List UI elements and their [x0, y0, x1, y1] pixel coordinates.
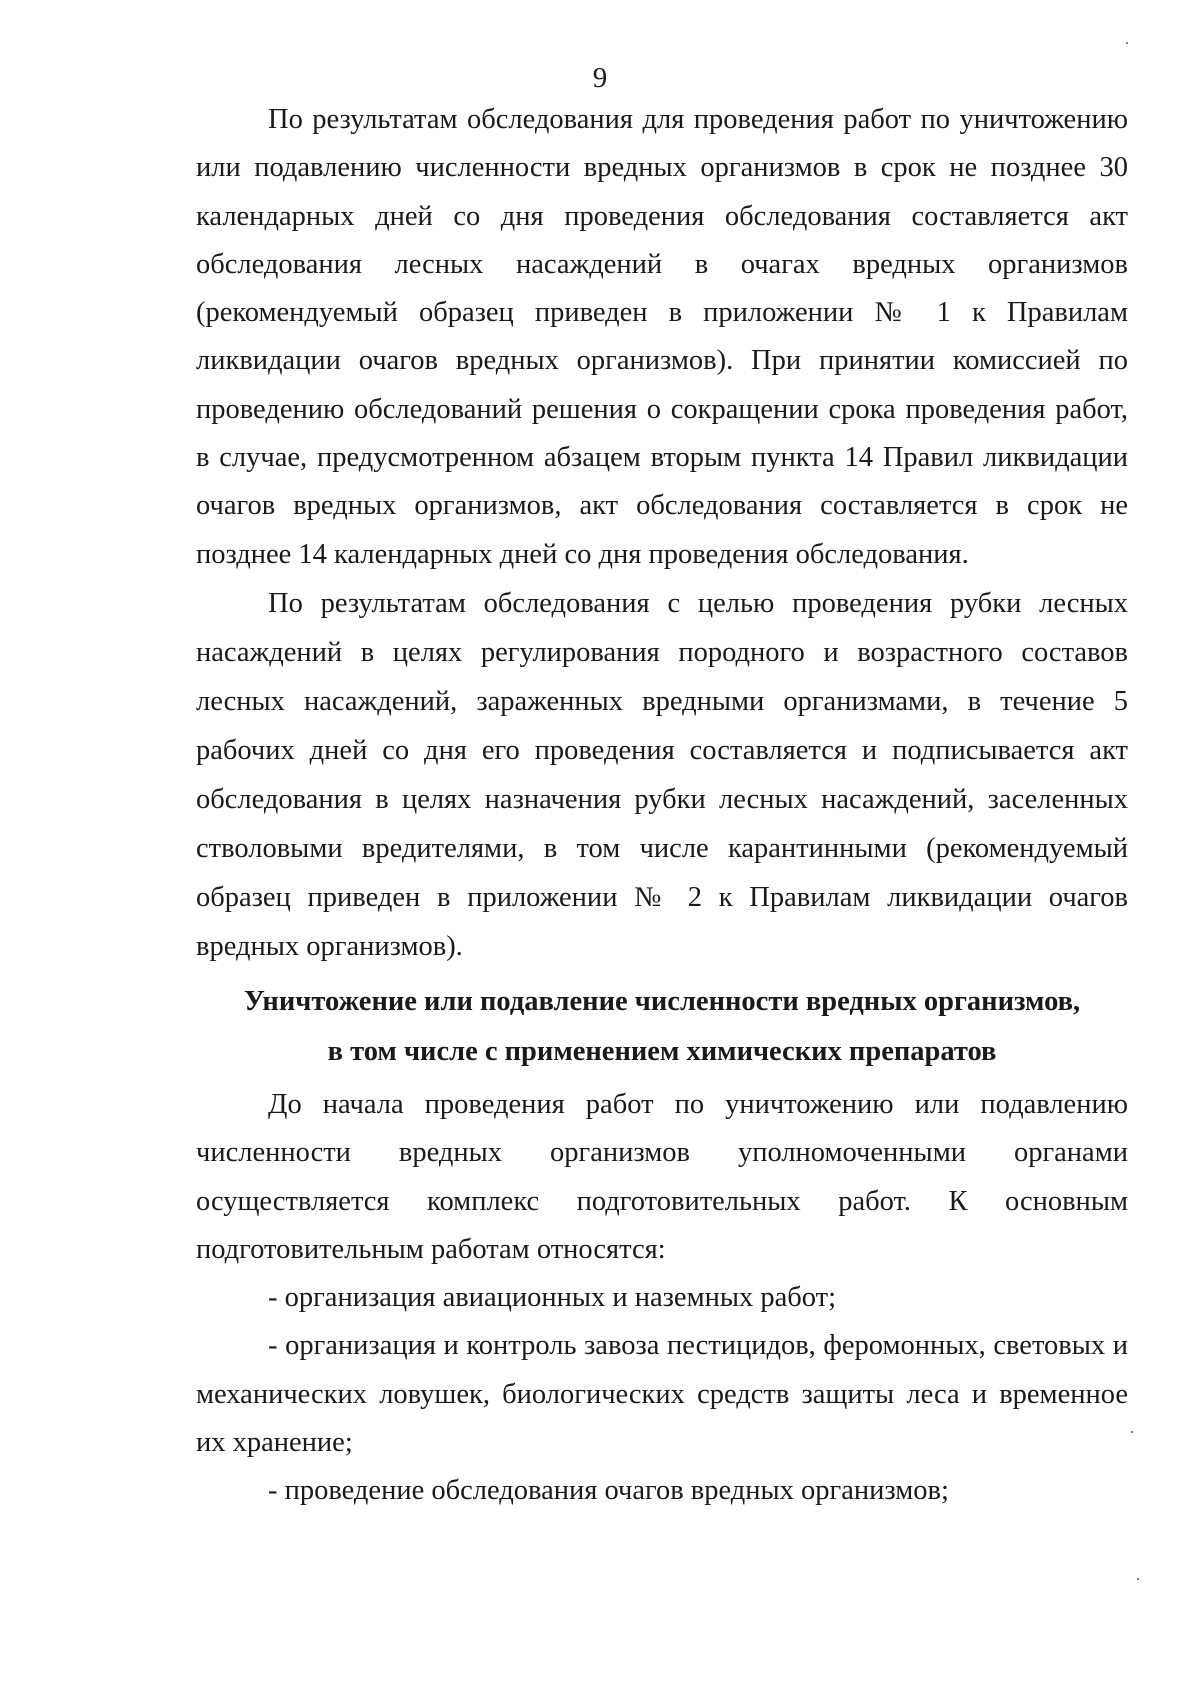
- section-heading-line-2: в том числе с применением химических препаратов: [327, 1035, 997, 1067]
- scan-speck: [1137, 1578, 1139, 1580]
- scan-speck: [1131, 1431, 1133, 1433]
- paragraph-felling-survey-act: По результатам обследования с целью проведения рубки лесных насаждений в целях регулирования породного и возрастного составов лесных насаждений, зараженных вредными организмами, в течение 5 рабочих дней со дня его проведения составляется и подписывается акт обследования в целях назначения рубки лесных насаждений, заселенных стволовыми вредителями, в том числе карантинными (рекомендуемый образец приведен в приложении № 2 к Правилам ликвидации очагов вредных организмов).: [196, 587, 1128, 962]
- list-item-pesticide-delivery: - организация и контроль завоза пестицидов, феромонных, световых и механических ловушек, биологических средств защиты леса и временное их хранение;: [196, 1330, 1128, 1459]
- paragraph-survey-act: По результатам обследования для проведения работ по уничтожению или подавлению численности вредных организмов в срок не позднее 30 календарных дней со дня проведения обследования составляется акт обследования лесных насаждений в очагах вредных организмов (рекомендуемый образец приведен в приложении № 1 к Правилам ликвидации очагов вредных организмов). При принятии комиссией по проведению обследований решения о сокращении срока проведения работ, в случае, предусмотренном абзацем вторым пункта 14 Правил ликвидации очагов вредных организмов, акт обследования составляется в срок не позднее 14 календарных дней со дня проведения обследования.: [196, 104, 1128, 570]
- page-number: 9: [592, 62, 608, 94]
- section-heading-line-1: Уничтожение или подавление численности вредных организмов,: [243, 985, 1081, 1017]
- paragraph-preparatory-works: До начала проведения работ по уничтожению или подавлению численности вредных организмов уполномоченными органами осуществляется комплекс подготовительных работ. К основным подготовительным работам относятся:: [196, 1088, 1128, 1265]
- scan-speck: [1126, 42, 1128, 44]
- list-item-aviation-ground-works: - организация авиационных и наземных работ;: [268, 1282, 837, 1314]
- section-heading: [196, 977, 1128, 1077]
- list-item-pest-focus-survey: - проведение обследования очагов вредных организмов;: [268, 1475, 949, 1507]
- document-body: [196, 96, 1128, 1516]
